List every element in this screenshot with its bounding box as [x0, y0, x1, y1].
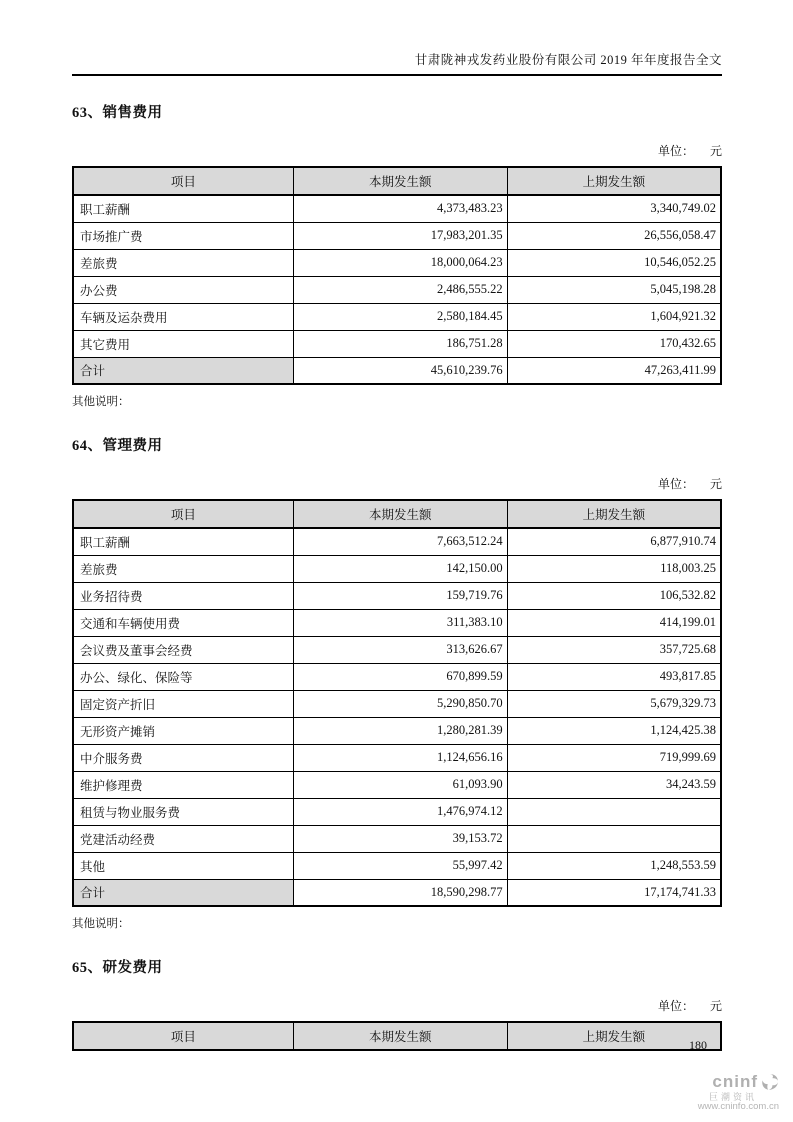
unit-label: 单位：: [657, 477, 694, 491]
row-label-cell: 交通和车辆使用费: [73, 609, 293, 636]
row-value-cell: 55,997.42: [293, 852, 507, 879]
column-header-item: 项目: [73, 500, 293, 528]
row-value-cell: 142,150.00: [293, 555, 507, 582]
row-label-cell: 无形资产摊销: [73, 717, 293, 744]
admin-expense-table: [72, 499, 722, 907]
row-value-cell: 7,663,512.24: [293, 528, 507, 555]
row-value-cell: 4,373,483.23: [293, 195, 507, 222]
table-row: [73, 744, 721, 771]
total-value-cell: 47,263,411.99: [507, 357, 721, 384]
row-label-cell: 差旅费: [73, 249, 293, 276]
row-label-cell: 维护修理费: [73, 771, 293, 798]
row-value-cell: 670,899.59: [293, 663, 507, 690]
section-heading-64: 64、管理费用: [72, 438, 163, 454]
unit-line: [72, 997, 722, 1014]
row-value-cell: 311,383.10: [293, 609, 507, 636]
table-row: [73, 609, 721, 636]
table-row: [73, 717, 721, 744]
column-header-prior-period: 上期发生额: [507, 500, 721, 528]
row-value-cell: [507, 798, 721, 825]
unit-line: [72, 475, 722, 492]
table-row: [73, 582, 721, 609]
row-value-cell: 1,248,553.59: [507, 852, 721, 879]
row-value-cell: 2,580,184.45: [293, 303, 507, 330]
row-value-cell: 414,199.01: [507, 609, 721, 636]
row-value-cell: 1,604,921.32: [507, 303, 721, 330]
table-row: [73, 798, 721, 825]
page-number: 180: [689, 1038, 707, 1052]
cninfo-swirl-icon: [761, 1073, 779, 1091]
row-label-cell: 其它费用: [73, 330, 293, 357]
row-label-cell: 市场推广费: [73, 222, 293, 249]
row-value-cell: [507, 825, 721, 852]
table-row: [73, 555, 721, 582]
column-header-current-period: 本期发生额: [293, 500, 507, 528]
row-value-cell: 26,556,058.47: [507, 222, 721, 249]
row-label-cell: 职工薪酬: [73, 528, 293, 555]
unit-value: 元: [709, 477, 722, 491]
row-value-cell: 719,999.69: [507, 744, 721, 771]
table-row: [73, 636, 721, 663]
table-row: [73, 771, 721, 798]
row-label-cell: 其他: [73, 852, 293, 879]
table-total-row: [73, 879, 721, 906]
row-value-cell: 1,124,425.38: [507, 717, 721, 744]
row-value-cell: 5,679,329.73: [507, 690, 721, 717]
table-row: [73, 330, 721, 357]
row-value-cell: 357,725.68: [507, 636, 721, 663]
unit-value: 元: [709, 144, 722, 158]
section-heading-63: 63、销售费用: [72, 105, 163, 121]
table-header-row: [73, 167, 721, 195]
row-value-cell: 17,983,201.35: [293, 222, 507, 249]
table-row: [73, 528, 721, 555]
row-value-cell: 493,817.85: [507, 663, 721, 690]
row-label-cell: 会议费及董事会经费: [73, 636, 293, 663]
rd-expense-table: [72, 1021, 722, 1051]
column-header-current-period: 本期发生额: [293, 167, 507, 195]
column-header-current-period: 本期发生额: [293, 1022, 507, 1050]
row-label-cell: 中介服务费: [73, 744, 293, 771]
table-row: [73, 690, 721, 717]
row-label-cell: 差旅费: [73, 555, 293, 582]
cninfo-logo: [698, 1072, 779, 1113]
cninfo-brand-text: cninf: [712, 1072, 758, 1091]
row-value-cell: 34,243.59: [507, 771, 721, 798]
row-value-cell: 61,093.90: [293, 771, 507, 798]
cninfo-caption: 巨潮资讯: [708, 1091, 757, 1102]
row-label-cell: 办公费: [73, 276, 293, 303]
sales-expense-table: [72, 166, 722, 385]
row-value-cell: 39,153.72: [293, 825, 507, 852]
table-total-row: [73, 357, 721, 384]
section-heading-65: 65、研发费用: [72, 960, 163, 976]
table-row: [73, 825, 721, 852]
cninfo-url: www.cninfo.com.cn: [697, 1100, 779, 1112]
row-label-cell: 党建活动经费: [73, 825, 293, 852]
row-value-cell: 106,532.82: [507, 582, 721, 609]
total-value-cell: 18,590,298.77: [293, 879, 507, 906]
column-header-item: 项目: [73, 1022, 293, 1050]
row-value-cell: 5,045,198.28: [507, 276, 721, 303]
total-label-cell: 合计: [73, 357, 293, 384]
table-row: [73, 663, 721, 690]
unit-label: 单位：: [657, 999, 694, 1013]
row-label-cell: 车辆及运杂费用: [73, 303, 293, 330]
row-label-cell: 办公、绿化、保险等: [73, 663, 293, 690]
row-value-cell: 2,486,555.22: [293, 276, 507, 303]
table-row: [73, 303, 721, 330]
total-label-cell: 合计: [73, 879, 293, 906]
row-label-cell: 固定资产折旧: [73, 690, 293, 717]
other-notes-label: 其他说明：: [72, 396, 130, 408]
row-value-cell: 1,280,281.39: [293, 717, 507, 744]
column-header-prior-period: 上期发生额: [507, 167, 721, 195]
table-header-row: [73, 1022, 721, 1050]
row-label-cell: 职工薪酬: [73, 195, 293, 222]
column-header-item: 项目: [73, 167, 293, 195]
table-header-row: [73, 500, 721, 528]
row-value-cell: 186,751.28: [293, 330, 507, 357]
row-value-cell: 1,124,656.16: [293, 744, 507, 771]
row-value-cell: 170,432.65: [507, 330, 721, 357]
table-row: [73, 852, 721, 879]
row-value-cell: 313,626.67: [293, 636, 507, 663]
row-value-cell: 18,000,064.23: [293, 249, 507, 276]
document-header-title: 甘肃陇神戎发药业股份有限公司 2019 年年度报告全文: [72, 0, 722, 76]
table-row: [73, 195, 721, 222]
table-row: [73, 222, 721, 249]
unit-value: 元: [709, 999, 722, 1013]
table-row: [73, 276, 721, 303]
row-value-cell: 1,476,974.12: [293, 798, 507, 825]
unit-label: 单位：: [657, 144, 694, 158]
row-label-cell: 租赁与物业服务费: [73, 798, 293, 825]
unit-line: [72, 142, 722, 159]
row-value-cell: 159,719.76: [293, 582, 507, 609]
row-value-cell: 118,003.25: [507, 555, 721, 582]
row-value-cell: 3,340,749.02: [507, 195, 721, 222]
row-value-cell: 5,290,850.70: [293, 690, 507, 717]
column-header-prior-period: 上期发生额: [507, 1022, 721, 1050]
row-value-cell: 10,546,052.25: [507, 249, 721, 276]
page-content: [72, 0, 722, 1051]
total-value-cell: 17,174,741.33: [507, 879, 721, 906]
total-value-cell: 45,610,239.76: [293, 357, 507, 384]
row-value-cell: 6,877,910.74: [507, 528, 721, 555]
other-notes-label: 其他说明：: [72, 918, 130, 930]
row-label-cell: 业务招待费: [73, 582, 293, 609]
table-row: [73, 249, 721, 276]
